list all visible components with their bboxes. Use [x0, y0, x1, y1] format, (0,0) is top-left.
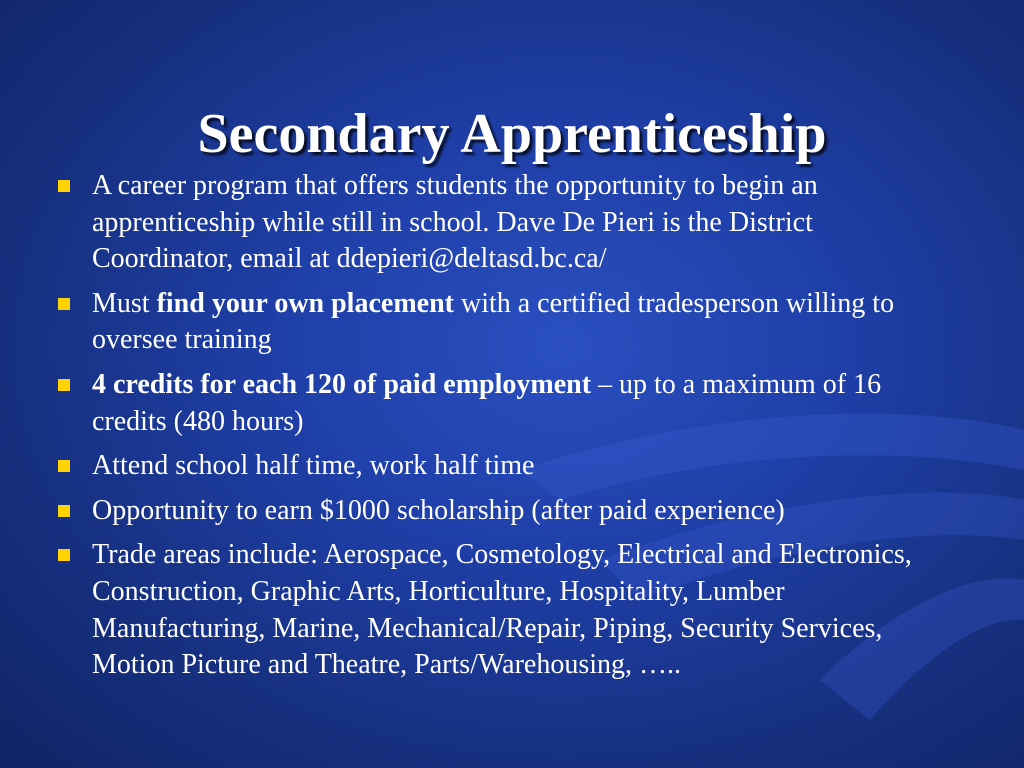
bullet-item-program [56, 168, 956, 278]
square-bullet-icon [58, 549, 70, 561]
bullet-item-attendance [56, 448, 956, 485]
bullet-item-credits [56, 367, 956, 440]
bullet-item-scholarship [56, 493, 956, 530]
bullet-list [56, 168, 956, 692]
bullet-text-post: with a certified tradesperson willing to oversee training [92, 287, 895, 356]
square-bullet-icon [58, 180, 70, 192]
square-bullet-icon [58, 379, 70, 391]
square-bullet-icon [58, 505, 70, 517]
slide-title: Secondary Apprenticeship [197, 102, 827, 165]
bullet-text-pre: Must [92, 287, 157, 319]
bullet-text-post: – up to a maximum of 16 credits (480 hours) [92, 368, 882, 437]
bullet-item-placement [56, 286, 956, 359]
bullet-text: Trade areas include: Aerospace, Cosmetology, Electrical and Electronics, Construction, Graphic Arts, Horticulture, Hospitality, Lumber Manufacturing, Marine, Mechanical/Repair, Piping, Security Services, Motion Picture and Theatre, Parts/Warehousing, ….. [92, 539, 912, 681]
bullet-text-bold: find your own placement [156, 287, 454, 319]
bullet-text-bold: 4 credits for each 120 of paid employment [92, 368, 592, 400]
square-bullet-icon [58, 460, 70, 472]
bullet-text: A career program that offers students the opportunity to begin an apprenticeship while still in school. Dave De Pieri is the District Coordinator, email at ddepieri@deltasd.bc.ca/ [92, 170, 818, 275]
square-bullet-icon [58, 298, 70, 310]
bullet-text: Attend school half time, work half time [92, 450, 535, 482]
bullet-item-trade-areas [56, 537, 956, 683]
bullet-text: Opportunity to earn $1000 scholarship (after paid experience) [92, 494, 785, 526]
